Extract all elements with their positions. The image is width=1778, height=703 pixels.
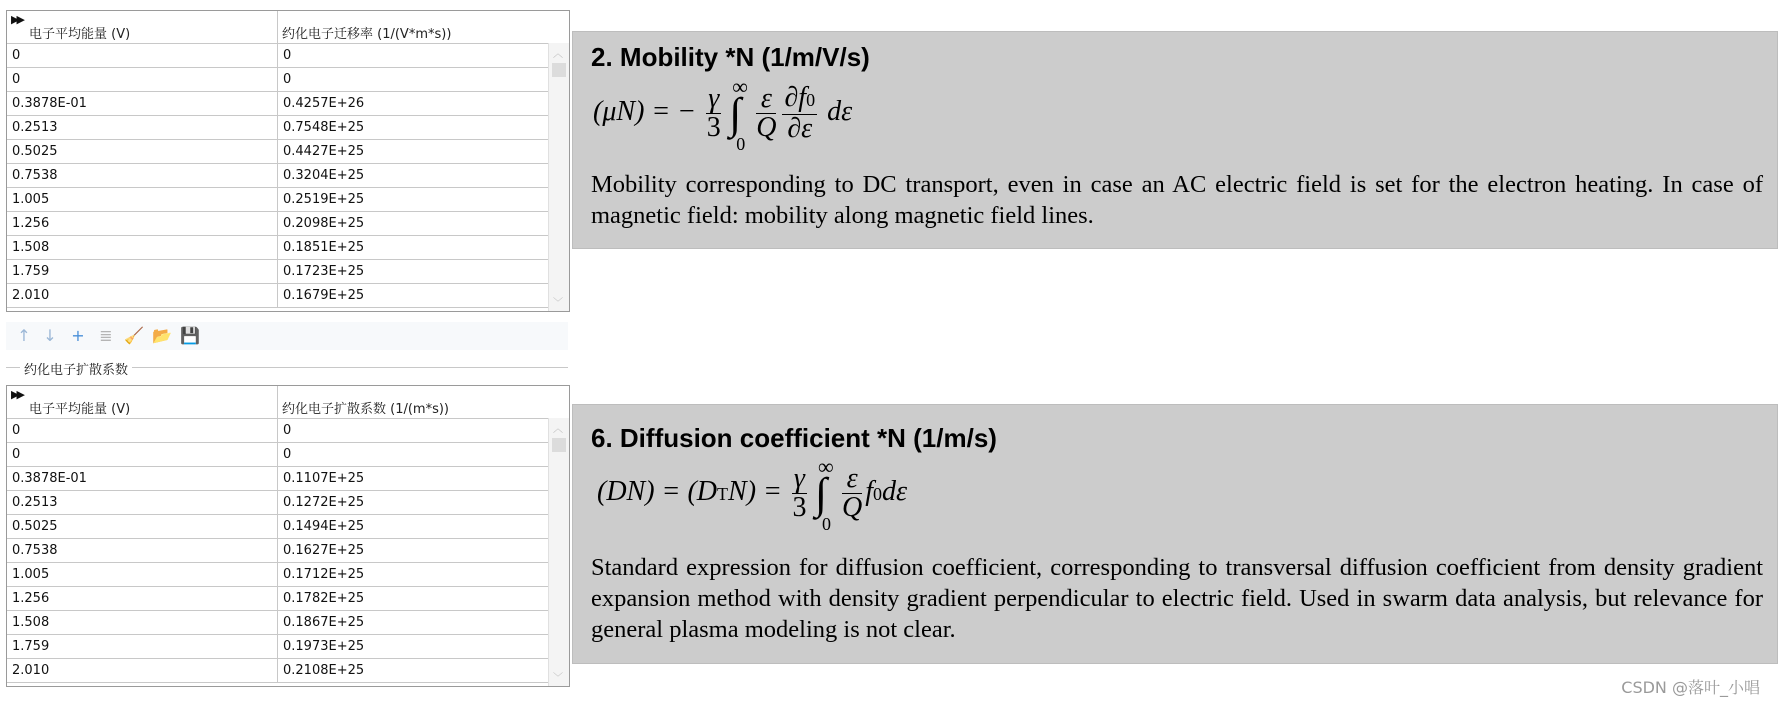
cell-energy[interactable]: 2.010	[12, 663, 50, 678]
scroll-down-icon[interactable]: ﹀	[553, 673, 563, 684]
vertical-scrollbar[interactable]	[548, 418, 569, 686]
diffusion-section-title: 约化电子扩散系数	[6, 357, 568, 377]
table-row[interactable]	[7, 635, 569, 659]
table-body	[7, 419, 569, 683]
table-row[interactable]	[7, 611, 569, 635]
scroll-down-icon[interactable]: ﹀	[553, 298, 563, 309]
cell-energy[interactable]: 0.7538	[12, 543, 58, 558]
mobility-info-panel	[572, 31, 1778, 249]
scroll-thumb[interactable]	[552, 438, 566, 452]
cell-value[interactable]: 0.1272E+25	[283, 495, 365, 510]
cell-energy[interactable]: 1.759	[12, 639, 50, 654]
table-row[interactable]	[7, 140, 569, 164]
expand-icon[interactable]: ▶▶	[11, 13, 22, 26]
arrow-down-icon[interactable]: ↓	[43, 326, 57, 345]
cell-value[interactable]: 0.1782E+25	[283, 591, 365, 606]
column-header-energy[interactable]: 电子平均能量 (V)	[29, 402, 131, 417]
broom-icon[interactable]: 🧹	[124, 326, 144, 345]
table-toolbar	[6, 322, 568, 350]
cell-value[interactable]: 0	[283, 72, 292, 87]
panel-title: 2. Mobility *N (1/m/V/s)	[591, 42, 870, 72]
cell-energy[interactable]: 0.5025	[12, 519, 58, 534]
table-header	[7, 11, 569, 44]
table-row[interactable]	[7, 44, 569, 68]
table-row[interactable]	[7, 515, 569, 539]
panel-title: 6. Diffusion coefficient *N (1/m/s)	[591, 423, 997, 453]
cell-value[interactable]: 0	[283, 48, 292, 63]
vertical-scrollbar[interactable]	[548, 43, 569, 311]
cell-value[interactable]: 0.2108E+25	[283, 663, 365, 678]
plus-icon[interactable]: +	[71, 326, 85, 345]
table-header	[7, 386, 569, 419]
cell-energy[interactable]: 1.005	[12, 192, 50, 207]
panel-description: Mobility corresponding to DC transport, even in case an AC electric field is set for the electron heating. In case of magnetic field: mobility along magnetic field lines.	[591, 171, 1763, 229]
cell-energy[interactable]: 0.7538	[12, 168, 58, 183]
diffusion-table[interactable]	[6, 385, 570, 687]
watermark: CSDN @落叶_小唱	[1621, 678, 1760, 697]
arrow-up-icon[interactable]: ↑	[17, 326, 31, 345]
cell-energy[interactable]: 1.005	[12, 567, 50, 582]
panel-description: Standard expression for diffusion coefficient, corresponding to transversal diffusion coefficient from density gradient expansion method with density gradient perpendicular to electric field. Used in swarm data analysis, but relevance for general plasma modeling is not clear.	[591, 554, 1763, 643]
save-icon[interactable]: 💾	[180, 326, 200, 345]
cell-energy[interactable]: 1.508	[12, 615, 50, 630]
table-row[interactable]	[7, 419, 569, 443]
folder-open-icon[interactable]: 📂	[152, 326, 172, 345]
cell-energy[interactable]: 1.759	[12, 264, 50, 279]
cell-energy[interactable]: 1.256	[12, 216, 50, 231]
mobility-formula: (μN) = − $\frac{\gamma}{3}$ ∫ ∞ 0 $\frac{\varepsilon}{Q}$ $\frac{\partial f0}{\partial\varepsilon}$ dε	[593, 74, 853, 154]
table-row[interactable]	[7, 68, 569, 92]
list-icon[interactable]: ≣	[99, 326, 113, 345]
cell-energy[interactable]: 1.256	[12, 591, 50, 606]
table-row[interactable]	[7, 116, 569, 140]
table-row[interactable]	[7, 92, 569, 116]
cell-value[interactable]: 0.7548E+25	[283, 120, 365, 135]
table-row[interactable]	[7, 659, 569, 683]
cell-energy[interactable]: 0.2513	[12, 495, 58, 510]
cell-energy[interactable]: 0	[12, 48, 21, 63]
cell-value[interactable]: 0.1867E+25	[283, 615, 365, 630]
cell-energy[interactable]: 0.5025	[12, 144, 58, 159]
cell-value[interactable]: 0.3204E+25	[283, 168, 365, 183]
table-row[interactable]	[7, 491, 569, 515]
cell-value[interactable]: 0.1627E+25	[283, 543, 365, 558]
table-row[interactable]	[7, 539, 569, 563]
cell-value[interactable]: 0.1494E+25	[283, 519, 365, 534]
cell-value[interactable]: 0.1973E+25	[283, 639, 365, 654]
table-row[interactable]	[7, 467, 569, 491]
scroll-up-icon[interactable]: ︿	[553, 49, 563, 60]
cell-value[interactable]: 0.4257E+26	[283, 96, 365, 111]
table-row[interactable]	[7, 587, 569, 611]
cell-energy[interactable]: 0	[12, 447, 21, 462]
table-row[interactable]	[7, 443, 569, 467]
cell-value[interactable]: 0.4427E+25	[283, 144, 365, 159]
cell-energy[interactable]: 1.508	[12, 240, 50, 255]
cell-value[interactable]: 0.2519E+25	[283, 192, 365, 207]
cell-value[interactable]: 0.1723E+25	[283, 264, 365, 279]
scroll-up-icon[interactable]: ︿	[553, 424, 563, 435]
table-row[interactable]	[7, 563, 569, 587]
table-row[interactable]	[7, 188, 569, 212]
cell-energy[interactable]: 0	[12, 72, 21, 87]
cell-value[interactable]: 0.1679E+25	[283, 288, 365, 303]
diffusion-info-panel	[572, 404, 1778, 664]
cell-value[interactable]: 0	[283, 423, 292, 438]
table-row[interactable]	[7, 260, 569, 284]
scroll-thumb[interactable]	[552, 63, 566, 77]
mobility-table[interactable]	[6, 10, 570, 312]
cell-value[interactable]: 0.1107E+25	[283, 471, 365, 486]
column-header-energy[interactable]: 电子平均能量 (V)	[29, 27, 131, 42]
cell-energy[interactable]: 0.3878E-01	[12, 96, 87, 111]
column-header-diffusion[interactable]: 约化电子扩散系数 (1/(m*s))	[282, 402, 450, 417]
cell-energy[interactable]: 0.3878E-01	[12, 471, 87, 486]
cell-value[interactable]: 0.1712E+25	[283, 567, 365, 582]
cell-energy[interactable]: 0.2513	[12, 120, 58, 135]
cell-energy[interactable]: 2.010	[12, 288, 50, 303]
cell-energy[interactable]: 0	[12, 423, 21, 438]
table-body	[7, 44, 569, 308]
table-row[interactable]	[7, 212, 569, 236]
diffusion-formula: (DN) = (DTN) = $\frac{\gamma}{3}$ ∫ ∞ 0 $\frac{\varepsilon}{Q}$ f0dε	[597, 454, 908, 534]
column-header-mobility[interactable]: 约化电子迁移率 (1/(V*m*s))	[282, 27, 452, 42]
cell-value[interactable]: 0.2098E+25	[283, 216, 365, 231]
expand-icon[interactable]: ▶▶	[11, 388, 22, 401]
table-row[interactable]	[7, 284, 569, 308]
cell-value[interactable]: 0	[283, 447, 292, 462]
table-row[interactable]	[7, 164, 569, 188]
table-row[interactable]	[7, 236, 569, 260]
cell-value[interactable]: 0.1851E+25	[283, 240, 365, 255]
